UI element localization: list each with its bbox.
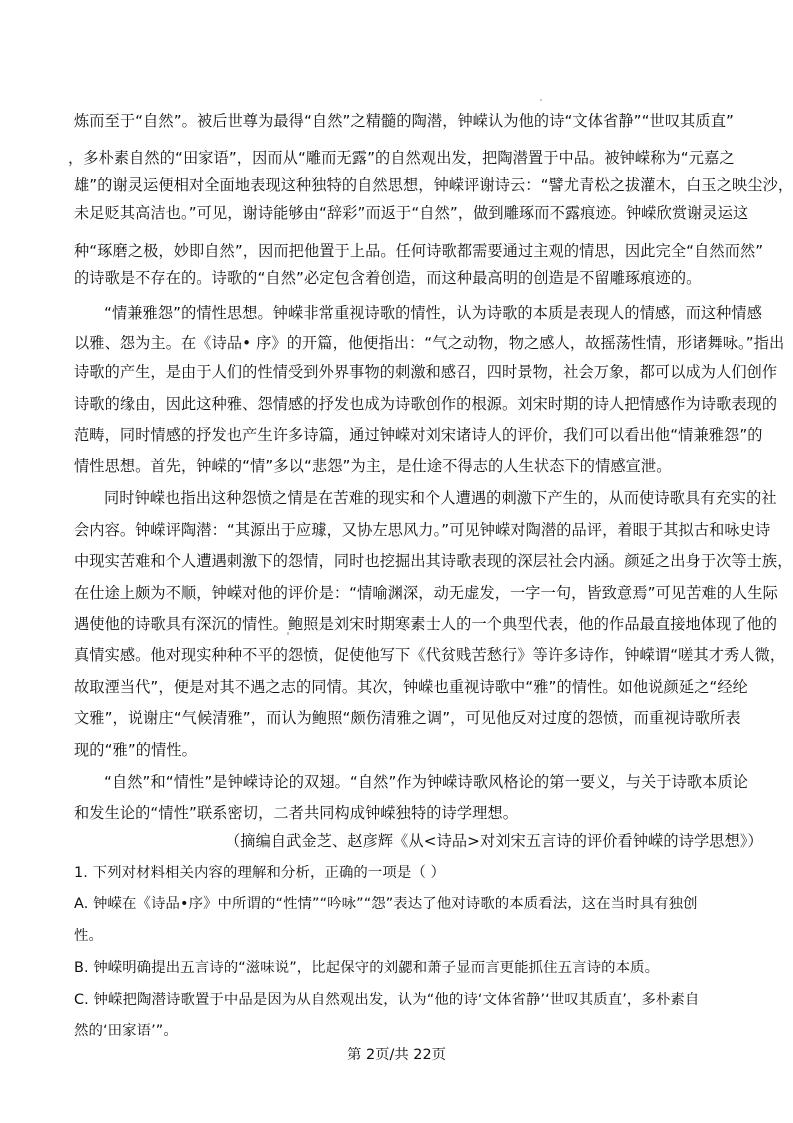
question-stem: 1. 下列对材料相关内容的理解和分析，正确的一项是（ ） xyxy=(74,865,446,881)
paragraph-1-line-3: 雄”的谢灵运便相对全面地表现这种独特的自然思想，钟嵘评谢诗云：“譬尤青松之拔灌木，白玉之映尘沙， xyxy=(74,176,793,194)
paragraph-3-line-7: 故取湮当代”，便是对其不遇之志的同情。其次，钟嵘也重视诗歌中“雅”的情性。如他说颜延之“经纶 xyxy=(74,678,748,696)
paragraph-1-line-6: 的诗歌是不存在的。诗歌的“自然”必定包含着创造，而这种最高明的创造是不留雕琢痕迹的。 xyxy=(74,269,702,287)
paragraph-3-line-8: 文雅”，说谢庄“气候清雅”，而认为鲍照“颇伤清雅之调”，可见他反对过度的怨愤，而重视诗歌所表 xyxy=(74,709,741,727)
paragraph-1-line-4: 未足贬其高洁也。”可见，谢诗能够由“辞彩”而返于“自然”，做到雕琢而不露痕迹。钟嵘欣赏谢灵运这 xyxy=(74,204,749,222)
paragraph-2-line-1: “情兼雅怨”的情性思想。钟嵘非常重视诗歌的情性，认为诗歌的本质是表现人的情感，而这种情感 xyxy=(104,304,763,322)
option-c-line-1: C. 钟嵘把陶潜诗歌置于中品是因为从自然观出发，认为“他的诗‘文体省静’‘世叹其质直’，多朴素自 xyxy=(74,992,700,1008)
option-a-line-1: A. 钟嵘在《诗品•序》中所谓的“性情”“吟咏”“怨”表达了他对诗歌的本质看法，这在当时具有独创 xyxy=(74,896,698,912)
option-a-line-2: 性。 xyxy=(74,928,103,944)
paragraph-2-line-5: 范畴，同时情感的抒发也产生许多诗篇，通过钟嵘对刘宋诸诗人的评价，我们可以看出他“情兼雅怨”的 xyxy=(74,426,763,444)
paragraph-2-line-6: 情性思想。首先，钟嵘的“情”多以“悲怨”为主，是仕途不得志的人生状态下的情感宣泄。 xyxy=(74,457,672,475)
paragraph-3-line-1: 同时钟嵘也指出这种怨愤之情是在苦难的现实和个人遭遇的刺激下产生的，从而使诗歌具有充实的社 xyxy=(104,489,777,507)
paragraph-3-line-9: 现的“雅”的情性。 xyxy=(74,741,197,759)
page-number-footer: 第 2页/共 22页 xyxy=(346,1047,447,1063)
paragraph-4-line-1: “自然”和“情性”是钟嵘诗论的双翅。“自然”作为钟嵘诗歌风格论的第一要义，与关于诗歌本质论 xyxy=(104,773,749,791)
paragraph-2-line-3: 诗歌的产生，是由于人们的性情受到外界事物的刺激和感召，四时景物，社会万象，都可以成为人们创作 xyxy=(74,363,778,381)
paragraph-3-line-6: 真情实感。他对现实种种不平的怨愤，促使他写下《代贫贱苦愁行》等许多诗作，钟嵘谓“嗟其才秀人微， xyxy=(74,646,786,664)
paragraph-1-line-2: ，多朴素自然的“田家语”，因而从“雕而无露”的自然观出发，把陶潜置于中品。被钟嵘称为“元嘉之 xyxy=(68,149,735,167)
paragraph-1-line-5: 种“琢磨之极，妙即自然”，因而把他置于上品。任何诗歌都需要通过主观的情思，因此完全“自然而然” xyxy=(74,242,764,260)
paragraph-2-line-4: 诗歌的缘由，因此这种雅、怨情感的抒发也成为诗歌创作的根源。刘宋时期的诗人把情感作为诗歌表现的 xyxy=(74,395,778,413)
option-b-line-1: B. 钟嵘明确提出五言诗的“滋味说”，比起保守的刘勰和萧子显而言更能抓住五言诗的本质。 xyxy=(74,960,660,976)
scan-speck xyxy=(540,99,542,101)
option-c-line-2: 然的‘田家语’”。 xyxy=(74,1023,178,1039)
paragraph-3-line-3: 中现实苦难和个人遭遇刺激下的怨情，同时也挖掘出其诗歌表现的深层社会内涵。颜延之出身于次等士族， xyxy=(74,552,793,570)
paragraph-3-line-2: 会内容。钟嵘评陶潜：“其源出于应璩，又协左思风力。”可见钟嵘对陶潜的品评，着眼于其拟古和咏史诗 xyxy=(74,521,771,539)
paragraph-1-line-1: 炼而至于“自然”。被后世尊为最得“自然”之精髓的陶潜，钟嵘认为他的诗“文体省静”“世叹其质直” xyxy=(74,112,734,130)
source-citation: （摘编自武金芝、赵彦辉《从<诗品>对刘宋五言诗的评价看钟嵘的诗学思想》） xyxy=(225,832,763,850)
paragraph-3-line-5: 遇使他的诗歌具有深沉的情性。鲍照是刘宋时期寒素士人的一个典型代表，他的作品最直接地体现了他的 xyxy=(74,615,778,633)
paragraph-2-line-2: 以雅、怨为主。在《诗品• 序》的开篇，他便指出：“气之动物，物之感人，故摇荡性情，形诸舞咏。”指出 xyxy=(74,334,785,352)
paragraph-3-line-4: 在仕途上颇为不顺，钟嵘对他的评价是：“情喻渊深，动无虚发，一字一句，皆致意焉”可见苦难的人生际 xyxy=(74,584,778,602)
paragraph-4-line-2: 和发生论的“情性”联系密切，二者共同构成钟嵘独特的诗学理想。 xyxy=(74,804,518,822)
